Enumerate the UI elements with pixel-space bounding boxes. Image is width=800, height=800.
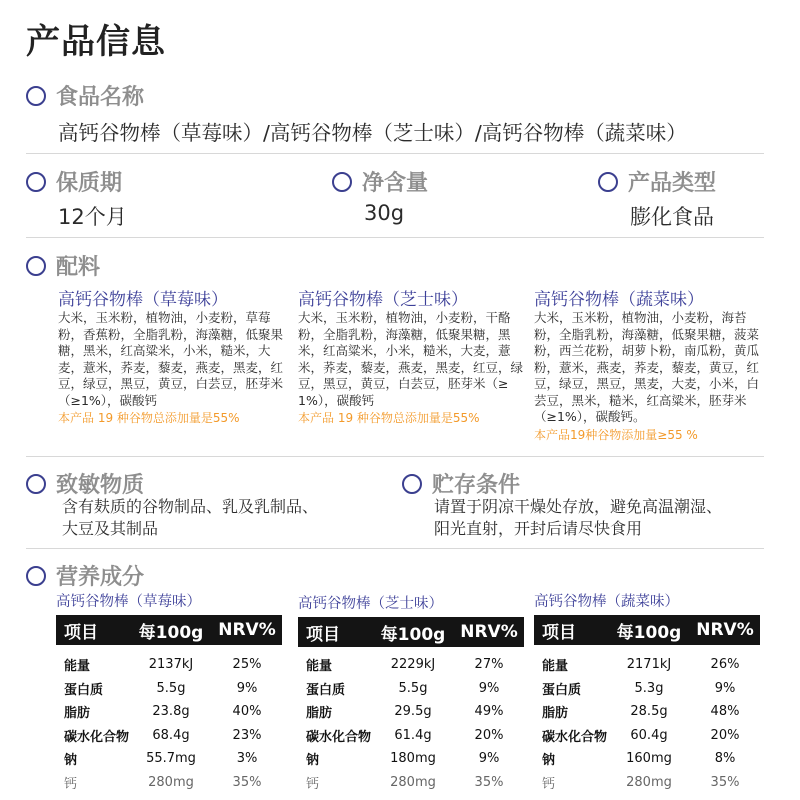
- nutrition-block-cheese: [298, 592, 524, 794]
- nutrient-name: 能量: [306, 659, 333, 675]
- nutrition-table-header: [534, 615, 760, 645]
- nutrition-row: [534, 724, 760, 748]
- product-type-label: 产品类型: [628, 171, 717, 196]
- allergens-label: 致敏物质: [56, 473, 145, 498]
- nutrient-amount: 280mg: [626, 774, 672, 790]
- ingredient-note: 本产品 19 种谷物总添加量是55%: [58, 411, 240, 425]
- nutrition-row: [534, 677, 760, 701]
- nutrition-block-vegetable: [534, 590, 760, 794]
- nutrient-nrv: 48%: [710, 704, 740, 720]
- divider: [26, 237, 764, 238]
- allergens-text: [62, 496, 318, 540]
- ingredient-column-vegetable: [534, 285, 760, 443]
- net-content-label: 净含量: [362, 171, 429, 196]
- nutrition-table: [56, 615, 282, 794]
- nutrition-row: [534, 700, 760, 724]
- allergens-header: [26, 468, 144, 499]
- nutrient-amount: 180mg: [390, 751, 436, 767]
- header-per100g: 每100g: [138, 622, 204, 643]
- header-per100g: 每100g: [616, 622, 682, 643]
- nutrition-row: [534, 747, 760, 771]
- ingredient-column-strawberry: [58, 285, 284, 426]
- nutrition-label: 营养成分: [56, 565, 145, 590]
- nutrient-amount: 5.5g: [156, 680, 186, 696]
- circle-outline-icon: [332, 172, 352, 192]
- nutrient-nrv: 27%: [474, 657, 504, 673]
- nutrient-name: 钠: [542, 753, 556, 769]
- divider: [26, 153, 764, 154]
- header-per100g: 每100g: [380, 624, 446, 645]
- nutrient-amount: 160mg: [626, 751, 672, 767]
- nutrition-row: [298, 724, 524, 748]
- nutrient-amount: 28.5g: [630, 704, 668, 720]
- ingredient-column-cheese: [298, 285, 524, 426]
- header-item: 项目: [64, 622, 98, 643]
- nutrient-name: 能量: [64, 659, 91, 675]
- shelf-life-header: [26, 166, 122, 197]
- nutrient-name: 脂肪: [542, 706, 569, 722]
- nutrition-table: [298, 617, 524, 794]
- nutrient-nrv: 20%: [710, 727, 740, 743]
- storage-text: [434, 496, 722, 540]
- nutrient-amount: 280mg: [148, 774, 194, 790]
- nutrient-nrv: 23%: [232, 727, 262, 743]
- food-name-value: 高钙谷物棒（草莓味）/高钙谷物棒（芝士味）/高钙谷物棒（蔬菜味）: [58, 121, 687, 145]
- header-nrv: NRV%: [218, 620, 276, 640]
- nutrient-nrv: 3%: [236, 751, 258, 767]
- nutrient-name: 蛋白质: [64, 682, 104, 698]
- nutrient-name: 碳水化合物: [542, 729, 608, 745]
- storage-label: 贮存条件: [432, 473, 521, 498]
- header-item: 项目: [542, 622, 576, 643]
- food-name-label: 食品名称: [56, 85, 145, 110]
- nutrition-table-header: [56, 615, 282, 645]
- nutrition-row: [298, 700, 524, 724]
- header-nrv: NRV%: [460, 622, 518, 642]
- page-title: 产品信息: [26, 22, 166, 62]
- header-nrv: NRV%: [696, 620, 754, 640]
- circle-outline-icon: [26, 256, 46, 276]
- circle-outline-icon: [402, 474, 422, 494]
- nutrition-table-header: [298, 617, 524, 647]
- nutrient-nrv: 8%: [714, 751, 736, 767]
- storage-line: 请置于阴凉干燥处存放，避免高温潮湿、: [434, 497, 723, 516]
- nutrition-row: [56, 677, 282, 701]
- circle-outline-icon: [598, 172, 618, 192]
- divider: [26, 548, 764, 549]
- nutrition-row: [298, 771, 524, 795]
- nutrition-row: [534, 771, 760, 795]
- shelf-life-label: 保质期: [56, 171, 123, 196]
- nutrient-name: 钙: [306, 776, 320, 792]
- circle-outline-icon: [26, 172, 46, 192]
- ingredient-list: 大米，玉米粉，植物油，小麦粉，干酪粉，全脂乳粉，海藻糖，低聚果糖，黑米，红高粱米，小米，糙米，大麦，薏米，荞麦，藜麦，燕麦，黑麦，红豆，绿豆，黑豆，黄豆，白芸豆，胚芽米（≥1%），碳酸钙: [298, 310, 524, 408]
- allergens-line: 大豆及其制品: [62, 519, 159, 538]
- ingredients-label: 配料: [56, 255, 101, 280]
- nutrient-amount: 280mg: [390, 774, 436, 790]
- ingredient-note: 本产品19种谷物添加量≥55 %: [534, 427, 698, 442]
- nutrition-row: [56, 653, 282, 677]
- nutrition-row: [298, 653, 524, 677]
- nutrient-name: 脂肪: [306, 706, 333, 722]
- nutrient-nrv: 49%: [474, 704, 504, 720]
- nutrient-name: 蛋白质: [306, 682, 346, 698]
- nutrient-nrv: 20%: [474, 727, 504, 743]
- nutrition-header: [26, 560, 144, 591]
- nutrition-row: [56, 747, 282, 771]
- nutrient-name: 钠: [306, 753, 320, 769]
- product-type-value: 膨化食品: [630, 205, 714, 229]
- nutrient-amount: 61.4g: [394, 727, 432, 743]
- ingredient-product-name: 高钙谷物棒（芝士味）: [298, 290, 468, 310]
- ingredients-header: [26, 250, 100, 281]
- product-type-header: [598, 166, 716, 197]
- nutrient-name: 蛋白质: [542, 682, 582, 698]
- nutrient-nrv: 9%: [236, 680, 258, 696]
- ingredient-list: 大米，玉米粉，植物油，小麦粉，海苔粉，全脂乳粉，海藻糖，低聚果糖，菠菜粉，西兰花粉，胡萝卜粉，南瓜粉，黄瓜粉，薏米，燕麦，荞麦，藜麦，黄豆，红豆，绿豆，黑豆，黑麦，大麦，小米，白芸豆，黑米，糙米，红高粱米，胚芽米（≥1%），碳酸钙。: [534, 310, 760, 424]
- nutrient-nrv: 35%: [474, 774, 504, 790]
- nutrient-amount: 5.5g: [398, 680, 428, 696]
- nutrient-name: 能量: [542, 659, 569, 675]
- nutrient-nrv: 26%: [710, 657, 740, 673]
- nutrition-product-name: 高钙谷物棒（草莓味）: [56, 594, 201, 610]
- nutrition-row: [56, 724, 282, 748]
- storage-header: [402, 468, 520, 499]
- nutrient-amount: 2229kJ: [390, 657, 436, 673]
- nutrient-amount: 2171kJ: [626, 657, 672, 673]
- nutrient-name: 钙: [64, 776, 78, 792]
- nutrient-nrv: 40%: [232, 704, 262, 720]
- ingredient-product-name: 高钙谷物棒（草莓味）: [58, 290, 228, 310]
- nutrition-row: [298, 677, 524, 701]
- food-name-header: [26, 80, 144, 111]
- nutrient-nrv: 35%: [710, 774, 740, 790]
- nutrient-name: 脂肪: [64, 706, 91, 722]
- ingredient-list: 大米，玉米粉，植物油，小麦粉，草莓粉，香蕉粉，全脂乳粉，海藻糖，低聚果糖，黑米，红高粱米，小米，糙米，大麦，薏米，荞麦，藜麦，燕麦，黑麦，红豆，绿豆，黑豆，黄豆，白芸豆，胚芽米（≥1%），碳酸钙: [58, 310, 284, 408]
- nutrient-amount: 29.5g: [394, 704, 432, 720]
- nutrition-row: [56, 700, 282, 724]
- nutrient-name: 钠: [64, 753, 78, 769]
- ingredient-note: 本产品 19 种谷物总添加量是55%: [298, 411, 480, 425]
- nutrient-nrv: 35%: [232, 774, 262, 790]
- nutrition-table: [534, 615, 760, 794]
- nutrition-row: [298, 747, 524, 771]
- nutrient-amount: 55.7mg: [146, 751, 196, 767]
- circle-outline-icon: [26, 86, 46, 106]
- nutrient-nrv: 25%: [232, 657, 262, 673]
- nutrient-amount: 68.4g: [152, 727, 190, 743]
- nutrient-amount: 2137kJ: [148, 657, 194, 673]
- nutrient-name: 碳水化合物: [64, 729, 130, 745]
- storage-line: 阳光直射，开封后请尽快食用: [434, 519, 643, 538]
- net-content-value: 30g: [364, 201, 405, 225]
- nutrient-amount: 5.3g: [634, 680, 664, 696]
- nutrition-product-name: 高钙谷物棒（蔬菜味）: [534, 594, 679, 610]
- nutrition-row: [534, 653, 760, 677]
- nutrient-name: 钙: [542, 776, 556, 792]
- ingredient-product-name: 高钙谷物棒（蔬菜味）: [534, 290, 704, 310]
- nutrient-nrv: 9%: [478, 680, 500, 696]
- nutrition-product-name: 高钙谷物棒（芝士味）: [298, 596, 443, 612]
- nutrition-block-strawberry: [56, 590, 282, 794]
- nutrition-row: [56, 771, 282, 795]
- nutrient-amount: 60.4g: [630, 727, 668, 743]
- circle-outline-icon: [26, 474, 46, 494]
- nutrient-nrv: 9%: [714, 680, 736, 696]
- nutrient-amount: 23.8g: [152, 704, 190, 720]
- header-item: 项目: [306, 624, 340, 645]
- nutrient-nrv: 9%: [478, 751, 500, 767]
- divider: [26, 456, 764, 457]
- nutrient-name: 碳水化合物: [306, 729, 372, 745]
- allergens-line: 含有麸质的谷物制品、乳及乳制品、: [62, 497, 319, 516]
- net-content-header: [332, 166, 428, 197]
- shelf-life-value: 12个月: [58, 205, 127, 229]
- circle-outline-icon: [26, 566, 46, 586]
